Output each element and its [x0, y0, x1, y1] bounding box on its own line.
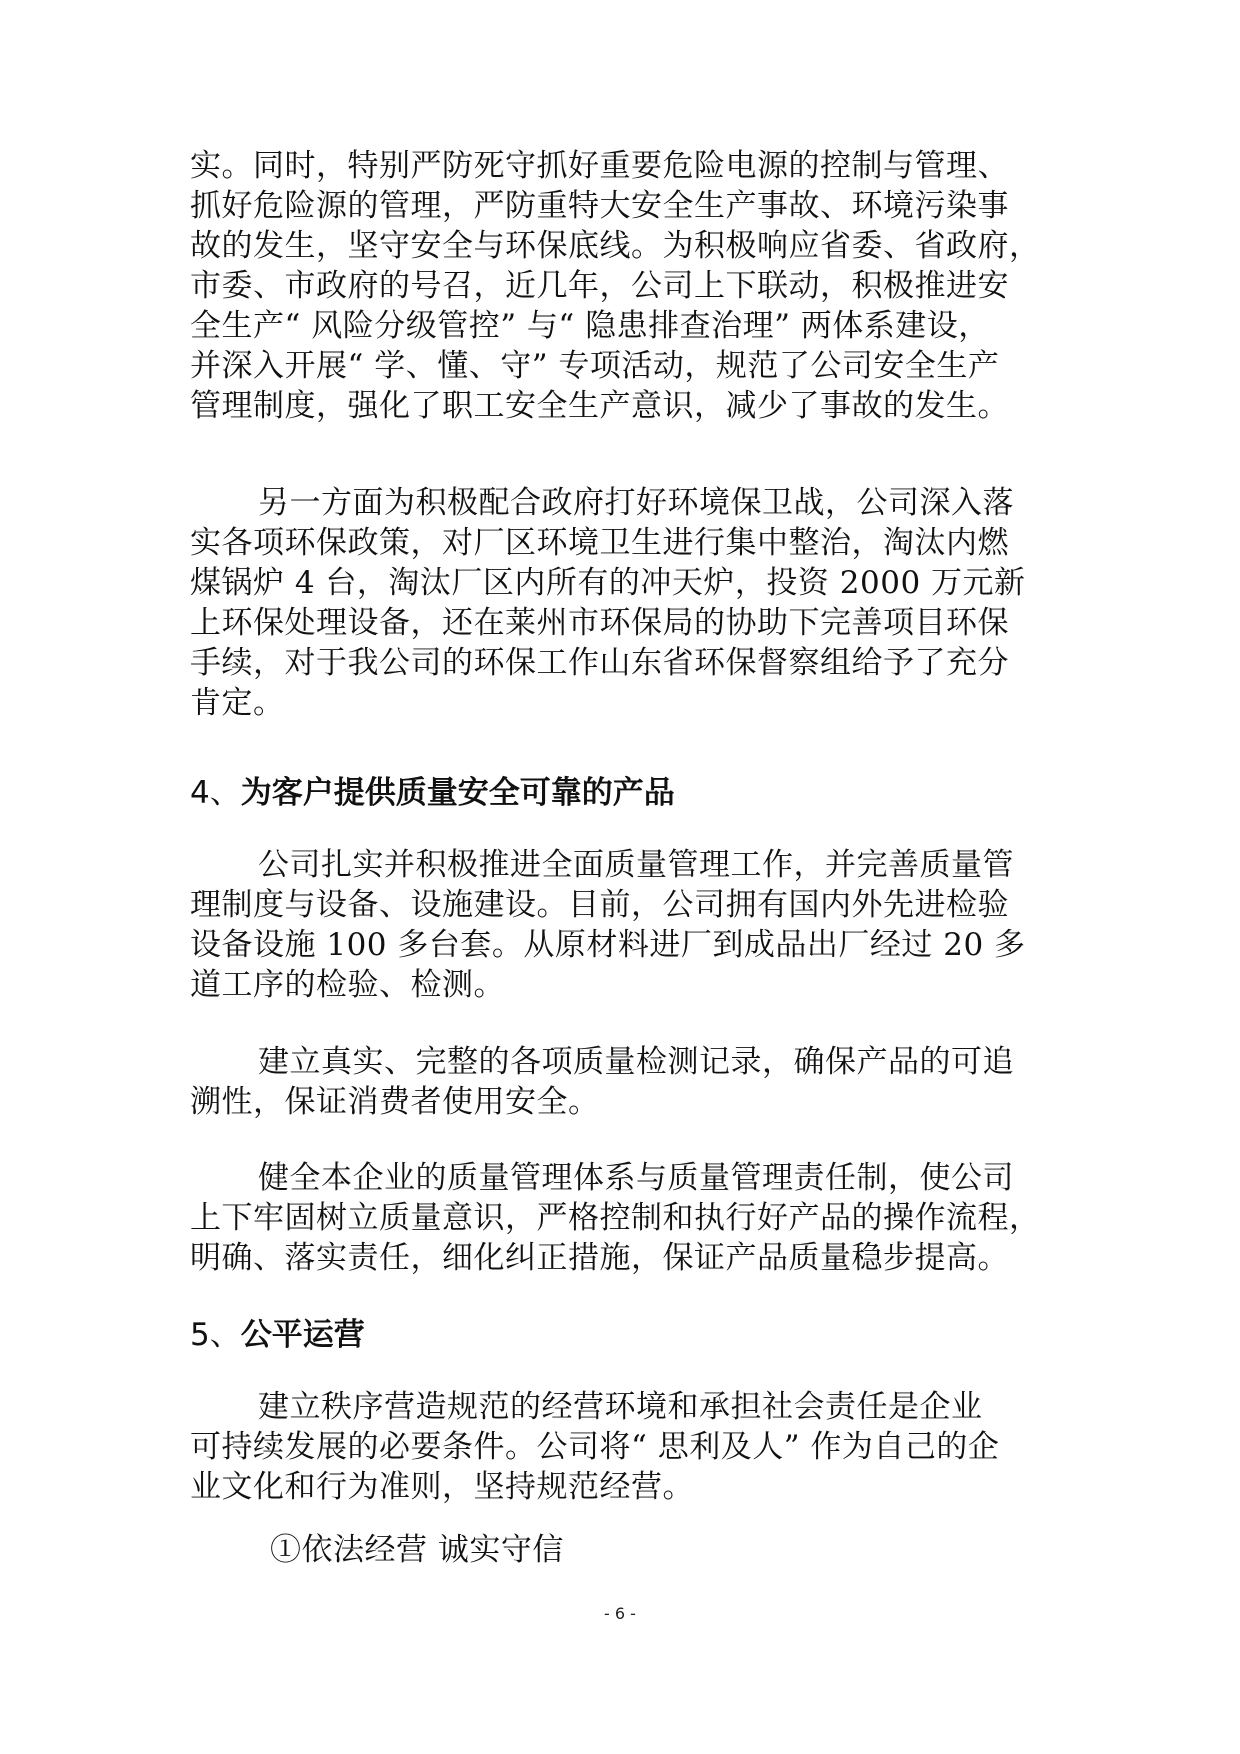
text-line: 另一方面为积极配合政府打好环境保卫战，公司深入落	[258, 485, 1014, 521]
text-line: 上下牢固树立质量意识，严格控制和执行好产品的操作流程，	[190, 1200, 1041, 1236]
text-line: 明确、落实责任，细化纠正措施，保证产品质量稳步提高。	[190, 1240, 1009, 1276]
paragraph-environment	[190, 483, 1060, 723]
list-item-1	[190, 1530, 1060, 1570]
text-line: 并深入开展“ 学、懂、守” 专项活动，规范了公司安全生产	[190, 348, 1000, 384]
paragraph-system	[190, 1158, 1060, 1278]
paragraph-quality	[190, 845, 1060, 1005]
text-line: 实各项环保政策，对厂区环境卫生进行集中整治，淘汰内燃	[190, 525, 1009, 561]
text-line: 故的发生，坚守安全与环保底线。为积极响应省委、省政府，	[190, 228, 1041, 264]
text-line: 健全本企业的质量管理体系与质量管理责任制，使公司	[258, 1160, 1014, 1196]
text-line: 肯定。	[190, 685, 285, 721]
text-line: 业文化和行为准则，坚持规范经营。	[190, 1469, 694, 1505]
text-line: 可持续发展的必要条件。公司将“ 思利及人” 作为自己的企	[190, 1429, 1000, 1465]
text-line: 全生产“ 风险分级管控” 与“ 隐患排查治理” 两体系建设，	[190, 308, 990, 344]
heading	[190, 773, 1060, 813]
page-number: - 6 -	[604, 1604, 636, 1623]
text-line: 设备设施 100 多台套。从原材料进厂到成品出厂经过 20 多	[190, 927, 1026, 963]
text-line: 公司扎实并积极推进全面质量管理工作，并完善质量管	[258, 847, 1014, 883]
heading-number: 4、	[190, 775, 241, 811]
heading-title: 为客户提供质量安全可靠的产品	[240, 775, 675, 811]
heading	[190, 1315, 1060, 1355]
text-line: 实。同时，特别严防死守抓好重要危险电源的控制与管理、	[190, 148, 1009, 184]
section-heading-5	[190, 1315, 1060, 1355]
heading-number: 5、	[190, 1317, 241, 1353]
text-line: 上环保处理设备，还在莱州市环保局的协助下完善项目环保	[190, 605, 1009, 641]
text-line: 煤锅炉 4 台，淘汰厂区内所有的冲天炉，投资 2000 万元新	[190, 565, 1026, 601]
text-line: 市委、市政府的号召，近几年，公司上下联动，积极推进安	[190, 268, 1009, 304]
paragraph-records	[190, 1042, 1060, 1122]
text-line: 溯性，保证消费者使用安全。	[190, 1084, 600, 1120]
text-line: 建立秩序营造规范的经营环境和承担社会责任是企业	[258, 1389, 983, 1425]
text-line: 管理制度，强化了职工安全生产意识，减少了事故的发生。	[190, 388, 1009, 424]
text-line: ①依法经营 诚实守信	[270, 1532, 564, 1568]
text-line: 手续，对于我公司的环保工作山东省环保督察组给予了充分	[190, 645, 1009, 681]
section-heading-4	[190, 773, 1060, 813]
paragraph-fair-operation	[190, 1387, 1060, 1507]
paragraph-safety	[190, 146, 1060, 426]
text-line: 道工序的检验、检测。	[190, 967, 505, 1003]
text-line: 建立真实、完整的各项质量检测记录，确保产品的可追	[258, 1044, 1014, 1080]
heading-title: 公平运营	[240, 1317, 365, 1353]
text-line: 理制度与设备、设施建设。目前，公司拥有国内外先进检验	[190, 887, 1009, 923]
text-line: 抓好危险源的管理，严防重特大安全生产事故、环境污染事	[190, 188, 1009, 224]
